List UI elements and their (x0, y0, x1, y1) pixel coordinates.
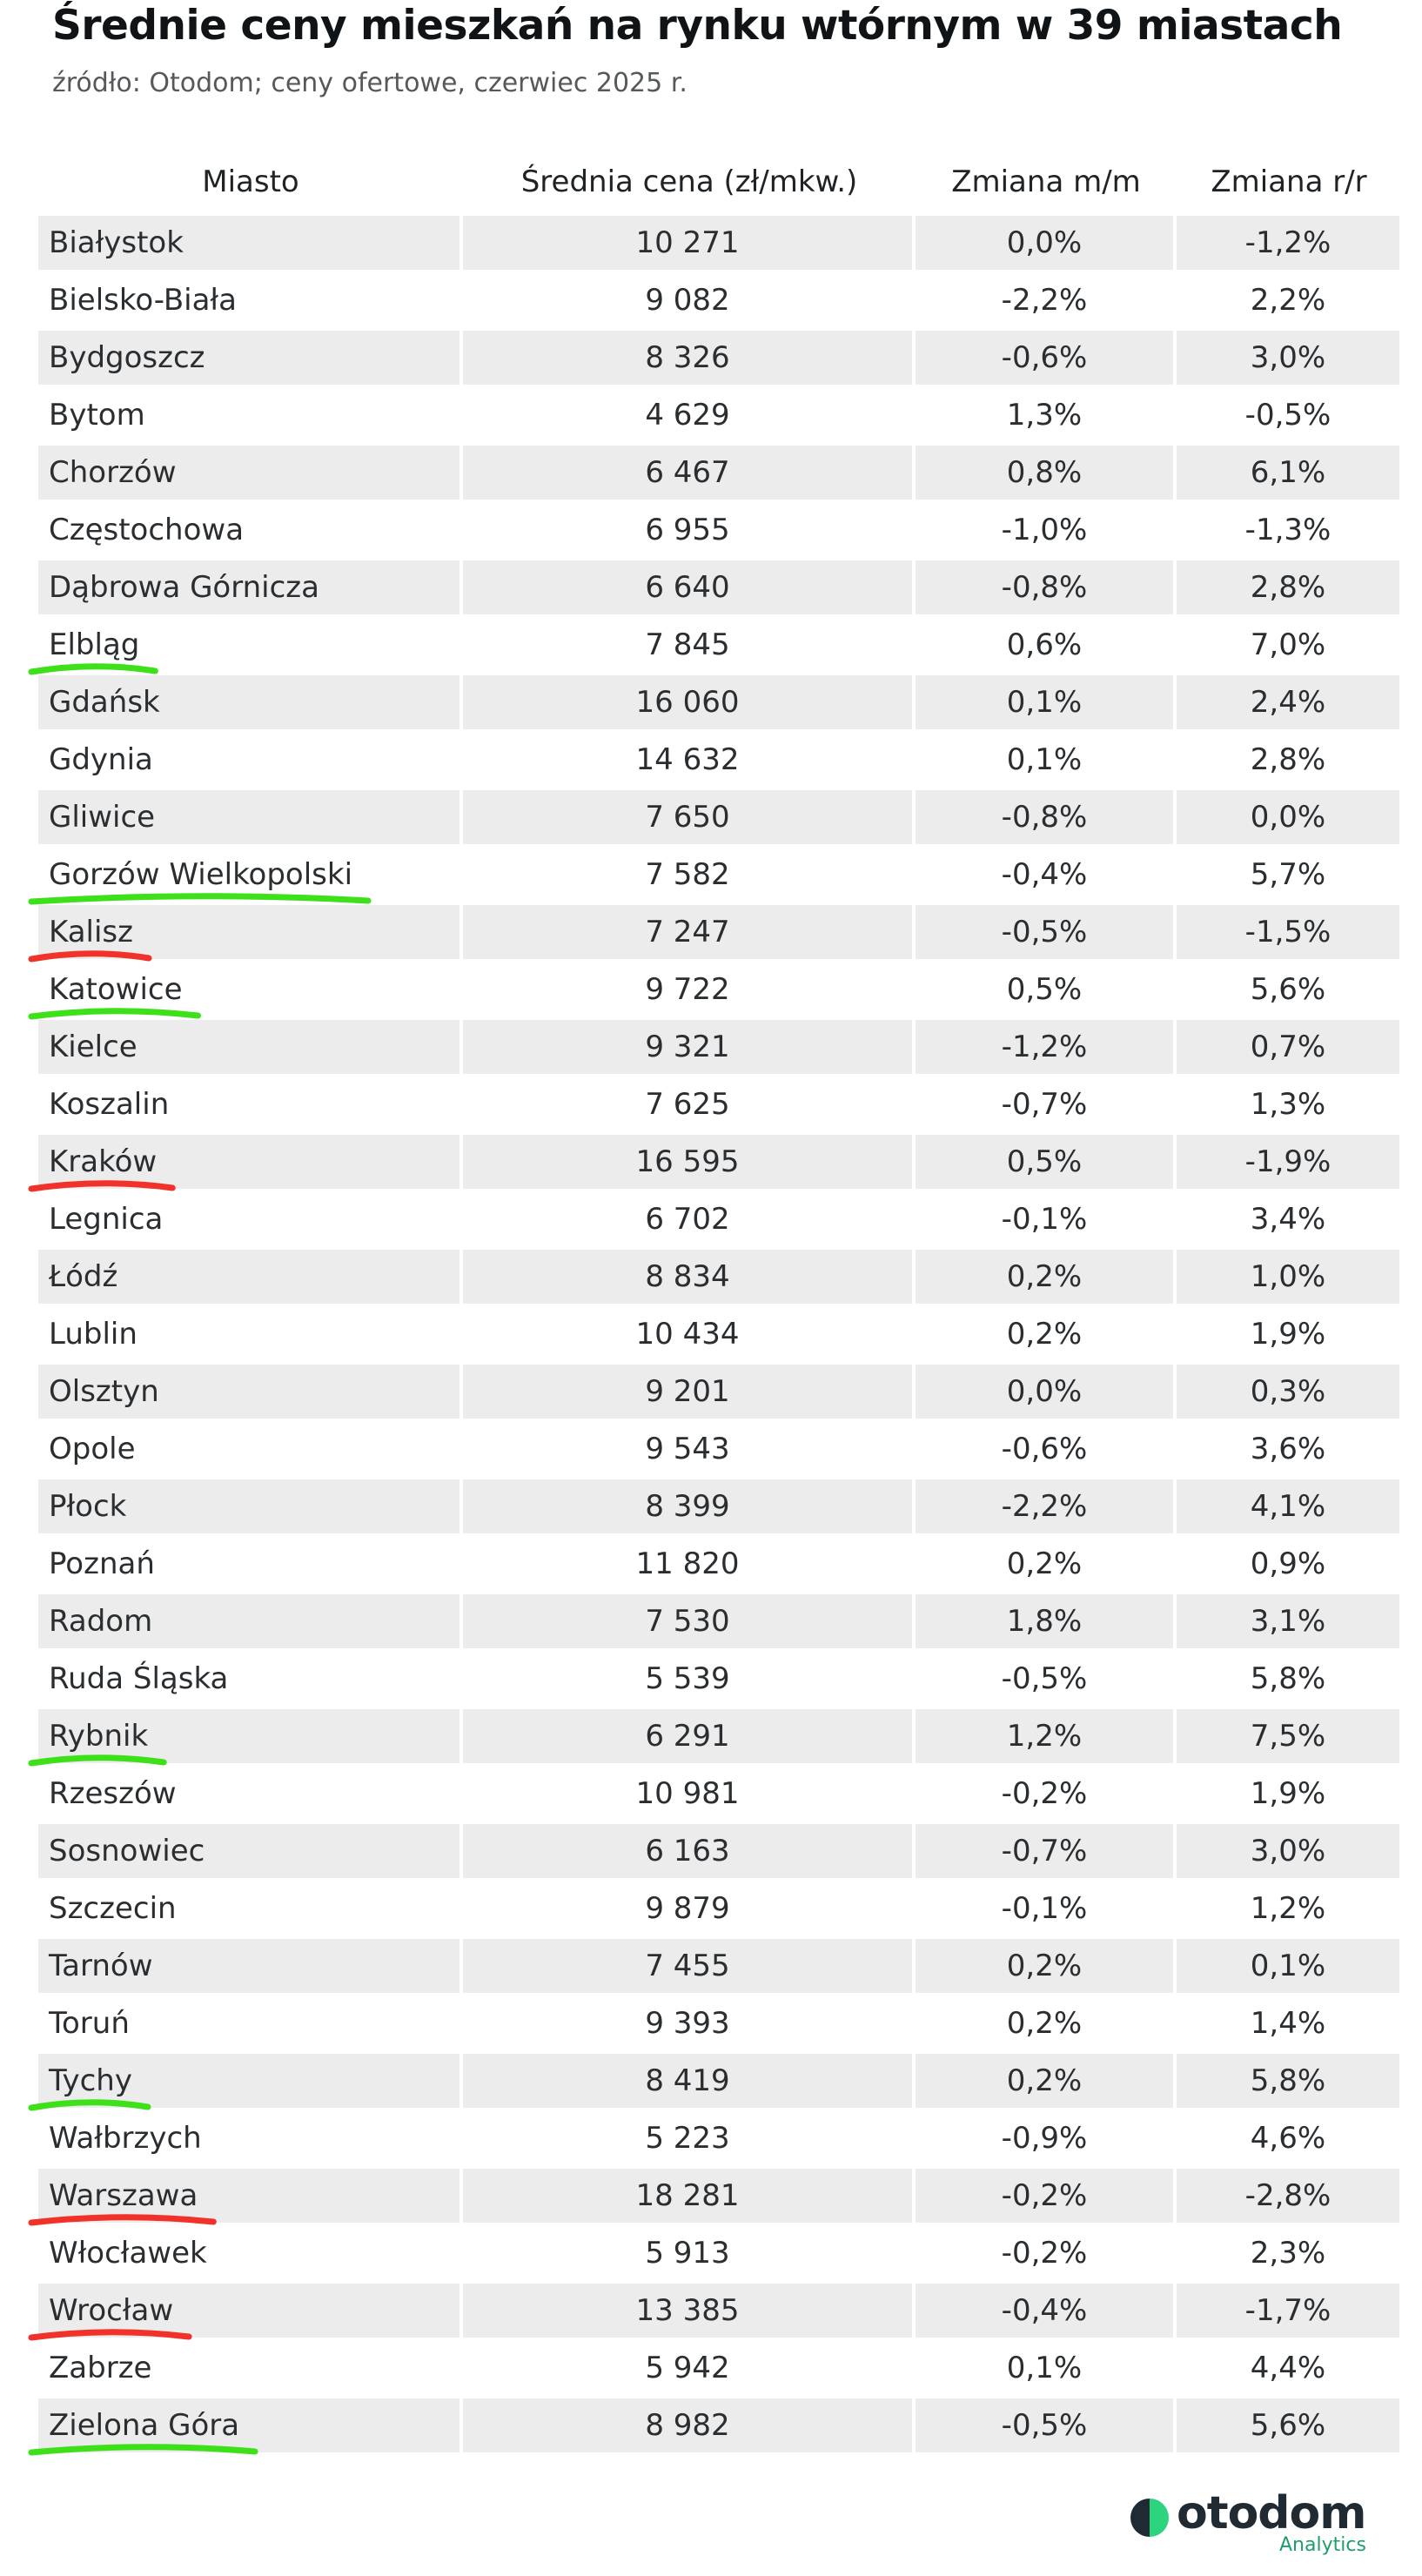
cell-change-rr: 1,2% (1177, 1882, 1399, 1935)
cell-price: 7 247 (463, 905, 912, 959)
cell-change-mm: 0,5% (916, 1135, 1173, 1189)
cell-change-mm: 0,2% (916, 1250, 1173, 1304)
cell-price: 6 955 (463, 503, 912, 557)
cell-city: Zielona Góra (38, 2398, 459, 2452)
cell-city: Wrocław (38, 2284, 459, 2338)
cell-change-mm: -0,7% (916, 1077, 1173, 1131)
cell-city: Gdańsk (38, 675, 459, 729)
cell-price: 6 640 (463, 560, 912, 614)
cell-city: Legnica (38, 1192, 459, 1246)
cell-city: Częstochowa (38, 503, 459, 557)
table-row (38, 1880, 1401, 1937)
cell-change-rr: -1,3% (1177, 503, 1399, 557)
table-header (38, 150, 1401, 214)
table-row (38, 1478, 1401, 1535)
cell-city: Radom (38, 1594, 459, 1648)
cell-change-mm: -0,2% (916, 2169, 1173, 2223)
cell-change-rr: 3,4% (1177, 1192, 1399, 1246)
cell-price: 9 393 (463, 1996, 912, 2050)
table-row (38, 501, 1401, 559)
cell-city: Gdynia (38, 733, 459, 787)
cell-city: Elbląg (38, 618, 459, 672)
cell-change-rr: 3,1% (1177, 1594, 1399, 1648)
cell-change-rr: 5,8% (1177, 2054, 1399, 2108)
cell-change-rr: 1,3% (1177, 1077, 1399, 1131)
cell-change-mm: 0,2% (916, 2054, 1173, 2108)
cell-change-mm: 1,8% (916, 1594, 1173, 1648)
table-row (38, 2110, 1401, 2167)
table-row (38, 1076, 1401, 1133)
cell-change-mm: -0,4% (916, 2284, 1173, 2338)
cell-change-mm: -2,2% (916, 273, 1173, 327)
cell-change-rr: 4,1% (1177, 1479, 1399, 1533)
table-row (38, 2339, 1401, 2397)
cell-change-mm: -0,5% (916, 1652, 1173, 1706)
cell-price: 8 399 (463, 1479, 912, 1533)
cell-price: 8 419 (463, 2054, 912, 2108)
page-title: Średnie ceny mieszkań na rynku wtórnym w 39 miastach (52, 2, 1343, 50)
cell-change-rr: 0,1% (1177, 1939, 1399, 1993)
cell-change-rr: 5,6% (1177, 2398, 1399, 2452)
cell-change-mm: 0,2% (916, 1537, 1173, 1591)
table-row (38, 1363, 1401, 1420)
cell-price: 5 942 (463, 2341, 912, 2395)
cell-change-rr: 3,6% (1177, 1422, 1399, 1476)
cell-change-mm: -0,6% (916, 1422, 1173, 1476)
table-row (38, 616, 1401, 674)
cell-change-rr: 1,9% (1177, 1767, 1399, 1821)
cell-change-rr: 5,7% (1177, 848, 1399, 902)
cell-price: 9 201 (463, 1365, 912, 1419)
cell-change-rr: 1,4% (1177, 1996, 1399, 2050)
cell-change-mm: -2,2% (916, 1479, 1173, 1533)
cell-city: Gorzów Wielkopolski (38, 848, 459, 902)
cell-change-mm: 1,2% (916, 1709, 1173, 1763)
cell-change-rr: 2,8% (1177, 733, 1399, 787)
table-row (38, 559, 1401, 616)
table-row (38, 2282, 1401, 2339)
cell-city: Tychy (38, 2054, 459, 2108)
cell-change-mm: 0,2% (916, 1939, 1173, 1993)
table-row (38, 329, 1401, 386)
cell-change-rr: 4,4% (1177, 2341, 1399, 2395)
table-row (38, 214, 1401, 272)
cell-change-mm: 0,1% (916, 733, 1173, 787)
cell-city: Katowice (38, 963, 459, 1016)
cell-price: 9 879 (463, 1882, 912, 1935)
cell-price: 5 539 (463, 1652, 912, 1706)
table-row (38, 903, 1401, 961)
cell-change-rr: 3,0% (1177, 1824, 1399, 1878)
cell-price: 6 702 (463, 1192, 912, 1246)
cell-change-rr: 3,0% (1177, 331, 1399, 385)
cell-price: 11 820 (463, 1537, 912, 1591)
table-row (38, 1133, 1401, 1191)
cell-city: Ruda Śląska (38, 1652, 459, 1706)
table-row (38, 1018, 1401, 1076)
cell-price: 5 913 (463, 2226, 912, 2280)
cell-price: 9 321 (463, 1020, 912, 1074)
cell-city: Płock (38, 1479, 459, 1533)
cell-city: Chorzów (38, 446, 459, 500)
cell-change-mm: -0,2% (916, 1767, 1173, 1821)
table-row (38, 674, 1401, 731)
cell-change-mm: -0,7% (916, 1824, 1173, 1878)
cell-change-mm: 0,2% (916, 1307, 1173, 1361)
cell-change-mm: -0,9% (916, 2111, 1173, 2165)
cell-change-mm: 0,5% (916, 963, 1173, 1016)
cell-price: 7 625 (463, 1077, 912, 1131)
cell-price: 9 722 (463, 963, 912, 1016)
cell-change-mm: 0,8% (916, 446, 1173, 500)
cell-city: Szczecin (38, 1882, 459, 1935)
table-row (38, 444, 1401, 501)
table-row (38, 846, 1401, 903)
cell-city: Kielce (38, 1020, 459, 1074)
table-row (38, 1305, 1401, 1363)
price-table (38, 150, 1401, 2454)
table-row (38, 961, 1401, 1018)
table-row (38, 788, 1401, 846)
cell-city: Włocławek (38, 2226, 459, 2280)
cell-price: 5 223 (463, 2111, 912, 2165)
cell-change-rr: 6,1% (1177, 446, 1399, 500)
cell-change-rr: 2,2% (1177, 273, 1399, 327)
cell-city: Wałbrzych (38, 2111, 459, 2165)
cell-price: 8 834 (463, 1250, 912, 1304)
cell-change-mm: 0,1% (916, 675, 1173, 729)
cell-city: Bytom (38, 388, 459, 442)
cell-change-rr: 2,3% (1177, 2226, 1399, 2280)
cell-price: 6 291 (463, 1709, 912, 1763)
cell-change-mm: -0,2% (916, 2226, 1173, 2280)
table-row (38, 1822, 1401, 1880)
cell-change-mm: 0,0% (916, 216, 1173, 270)
cell-price: 16 060 (463, 675, 912, 729)
cell-price: 6 163 (463, 1824, 912, 1878)
cell-city: Dąbrowa Górnicza (38, 560, 459, 614)
cell-price: 13 385 (463, 2284, 912, 2338)
table-row (38, 2167, 1401, 2224)
logo-wordmark: otodom (1177, 2487, 1366, 2539)
cell-price: 8 326 (463, 331, 912, 385)
cell-city: Koszalin (38, 1077, 459, 1131)
cell-city: Kraków (38, 1135, 459, 1189)
table-row (38, 1765, 1401, 1822)
table-body (38, 214, 1401, 2454)
column-header-change-rr: Zmiana r/r (1211, 164, 1367, 199)
cell-price: 9 082 (463, 273, 912, 327)
cell-change-mm: 1,3% (916, 388, 1173, 442)
table-row (38, 1248, 1401, 1305)
cell-city: Olsztyn (38, 1365, 459, 1419)
table-row (38, 2397, 1401, 2454)
cell-city: Sosnowiec (38, 1824, 459, 1878)
table-row (38, 1995, 1401, 2052)
cell-change-rr: 4,6% (1177, 2111, 1399, 2165)
cell-change-mm: -0,8% (916, 790, 1173, 844)
column-header-city: Miasto (202, 164, 299, 199)
cell-price: 18 281 (463, 2169, 912, 2223)
table-row (38, 731, 1401, 788)
cell-change-rr: 2,4% (1177, 675, 1399, 729)
cell-change-mm: 0,6% (916, 618, 1173, 672)
cell-change-rr: 2,8% (1177, 560, 1399, 614)
cell-city: Lublin (38, 1307, 459, 1361)
cell-price: 6 467 (463, 446, 912, 500)
cell-city: Gliwice (38, 790, 459, 844)
cell-change-rr: 7,0% (1177, 618, 1399, 672)
cell-change-mm: 0,0% (916, 1365, 1173, 1419)
cell-change-rr: -1,5% (1177, 905, 1399, 959)
cell-city: Zabrze (38, 2341, 459, 2395)
table-row (38, 272, 1401, 329)
cell-change-mm: -0,8% (916, 560, 1173, 614)
cell-city: Tarnów (38, 1939, 459, 1993)
cell-city: Rzeszów (38, 1767, 459, 1821)
cell-change-rr: 0,7% (1177, 1020, 1399, 1074)
cell-city: Białystok (38, 216, 459, 270)
cell-change-rr: 1,9% (1177, 1307, 1399, 1361)
cell-price: 10 981 (463, 1767, 912, 1821)
cell-price: 7 530 (463, 1594, 912, 1648)
table-row (38, 1593, 1401, 1650)
cell-price: 16 595 (463, 1135, 912, 1189)
cell-city: Łódź (38, 1250, 459, 1304)
cell-change-mm: -1,2% (916, 1020, 1173, 1074)
cell-price: 14 632 (463, 733, 912, 787)
cell-price: 10 271 (463, 216, 912, 270)
cell-change-mm: -0,5% (916, 905, 1173, 959)
cell-change-mm: 0,1% (916, 2341, 1173, 2395)
table-row (38, 1937, 1401, 1995)
cell-city: Warszawa (38, 2169, 459, 2223)
column-header-price: Średnia cena (zł/mkw.) (520, 164, 858, 199)
table-row (38, 1191, 1401, 1248)
cell-change-mm: -0,1% (916, 1882, 1173, 1935)
cell-change-rr: 5,6% (1177, 963, 1399, 1016)
cell-change-rr: -0,5% (1177, 388, 1399, 442)
cell-change-rr: -2,8% (1177, 2169, 1399, 2223)
cell-change-rr: 0,9% (1177, 1537, 1399, 1591)
table-row (38, 2052, 1401, 2110)
cell-city: Poznań (38, 1537, 459, 1591)
page-subtitle: źródło: Otodom; ceny ofertowe, czerwiec 2025 r. (52, 68, 688, 98)
cell-change-rr: 1,0% (1177, 1250, 1399, 1304)
table-row (38, 1650, 1401, 1707)
otodom-logo-icon (1128, 2496, 1171, 2539)
column-header-change-mm: Zmiana m/m (951, 164, 1141, 199)
otodom-analytics-logo (1128, 2485, 1389, 2555)
cell-change-rr: 5,8% (1177, 1652, 1399, 1706)
cell-city: Bydgoszcz (38, 331, 459, 385)
cell-city: Kalisz (38, 905, 459, 959)
logo-subtitle: Analytics (1279, 2534, 1366, 2556)
cell-change-rr: -1,9% (1177, 1135, 1399, 1189)
cell-price: 9 543 (463, 1422, 912, 1476)
table-row (38, 1535, 1401, 1593)
cell-city: Toruń (38, 1996, 459, 2050)
cell-city: Rybnik (38, 1709, 459, 1763)
table-row (38, 386, 1401, 444)
cell-price: 8 982 (463, 2398, 912, 2452)
cell-change-rr: 0,3% (1177, 1365, 1399, 1419)
cell-price: 7 650 (463, 790, 912, 844)
cell-change-rr: 0,0% (1177, 790, 1399, 844)
table-row (38, 1707, 1401, 1765)
cell-price: 7 455 (463, 1939, 912, 1993)
cell-price: 4 629 (463, 388, 912, 442)
cell-price: 7 845 (463, 618, 912, 672)
cell-price: 7 582 (463, 848, 912, 902)
table-row (38, 1420, 1401, 1478)
cell-change-mm: -0,1% (916, 1192, 1173, 1246)
table-row (38, 2224, 1401, 2282)
cell-change-mm: -0,5% (916, 2398, 1173, 2452)
cell-city: Bielsko-Biała (38, 273, 459, 327)
cell-change-rr: -1,2% (1177, 216, 1399, 270)
cell-city: Opole (38, 1422, 459, 1476)
cell-change-rr: -1,7% (1177, 2284, 1399, 2338)
cell-change-mm: 0,2% (916, 1996, 1173, 2050)
cell-change-mm: -0,4% (916, 848, 1173, 902)
cell-change-mm: -1,0% (916, 503, 1173, 557)
cell-change-mm: -0,6% (916, 331, 1173, 385)
cell-change-rr: 7,5% (1177, 1709, 1399, 1763)
cell-price: 10 434 (463, 1307, 912, 1361)
